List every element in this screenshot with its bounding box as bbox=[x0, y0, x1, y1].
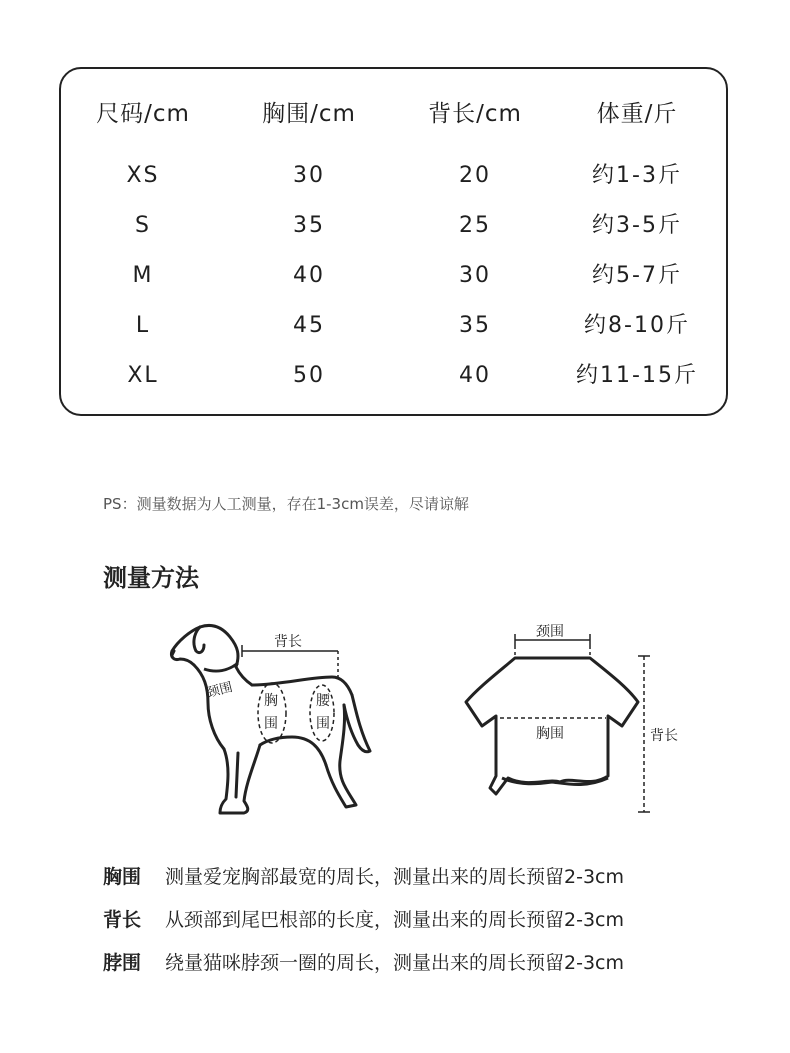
table-cell-chest: 40 bbox=[293, 263, 325, 288]
dog-measurement-diagram bbox=[160, 615, 375, 825]
table-cell-chest: 30 bbox=[293, 163, 325, 188]
definition-back bbox=[103, 905, 624, 932]
header-size: 尺码/cm bbox=[96, 101, 190, 127]
table-cell-chest: 50 bbox=[293, 363, 325, 388]
table-cell-weight: 约5-7斤 bbox=[592, 263, 682, 288]
table-cell-chest: 35 bbox=[293, 213, 325, 238]
definition-neck bbox=[103, 948, 624, 975]
dog-label-back: 背长 bbox=[274, 634, 302, 650]
table-cell-back: 35 bbox=[459, 313, 491, 338]
definition-desc: 从颈部到尾巴根部的长度，测量出来的周长预留2-3cm bbox=[165, 909, 624, 931]
table-cell-size: M bbox=[132, 263, 154, 288]
garment-measurement-diagram bbox=[460, 618, 700, 823]
section-title: 测量方法 bbox=[103, 564, 199, 592]
table-cell-back: 40 bbox=[459, 363, 491, 388]
definition-desc: 绕量猫咪脖颈一圈的周长，测量出来的周长预留2-3cm bbox=[165, 952, 624, 974]
shirt-label-back: 背长 bbox=[650, 728, 678, 744]
dog-label-waist-2: 围 bbox=[316, 716, 330, 732]
table-cell-chest: 45 bbox=[293, 313, 325, 338]
table-cell-back: 25 bbox=[459, 213, 491, 238]
definition-term: 脖围 bbox=[103, 952, 142, 974]
table-cell-back: 30 bbox=[459, 263, 491, 288]
dog-label-chest-1: 胸 bbox=[264, 693, 278, 709]
shirt-label-neck: 颈围 bbox=[536, 624, 564, 640]
header-weight: 体重/斤 bbox=[596, 101, 678, 127]
definition-term: 胸围 bbox=[103, 866, 142, 888]
shirt-label-chest: 胸围 bbox=[536, 726, 564, 742]
dog-label-waist-1: 腰 bbox=[316, 693, 330, 709]
table-cell-weight: 约1-3斤 bbox=[592, 163, 682, 188]
header-chest: 胸围/cm bbox=[262, 101, 356, 127]
table-cell-weight: 约8-10斤 bbox=[584, 313, 690, 338]
table-cell-weight: 约3-5斤 bbox=[592, 213, 682, 238]
dog-label-chest-2: 围 bbox=[264, 716, 278, 732]
header-back: 背长/cm bbox=[428, 101, 522, 127]
size-table bbox=[59, 67, 728, 416]
dog-label-neck: 颈围 bbox=[205, 680, 235, 701]
table-cell-size: XS bbox=[126, 163, 160, 188]
definition-term: 背长 bbox=[103, 909, 142, 931]
table-cell-size: XL bbox=[127, 363, 159, 388]
definition-chest bbox=[103, 862, 624, 889]
table-cell-size: S bbox=[135, 213, 151, 238]
measurement-note: PS：测量数据为人工测量，存在1-3cm误差，尽请谅解 bbox=[103, 495, 469, 513]
table-cell-weight: 约11-15斤 bbox=[576, 363, 698, 388]
table-cell-back: 20 bbox=[459, 163, 491, 188]
table-cell-size: L bbox=[135, 313, 151, 338]
definition-desc: 测量爱宠胸部最宽的周长，测量出来的周长预留2-3cm bbox=[165, 866, 624, 888]
